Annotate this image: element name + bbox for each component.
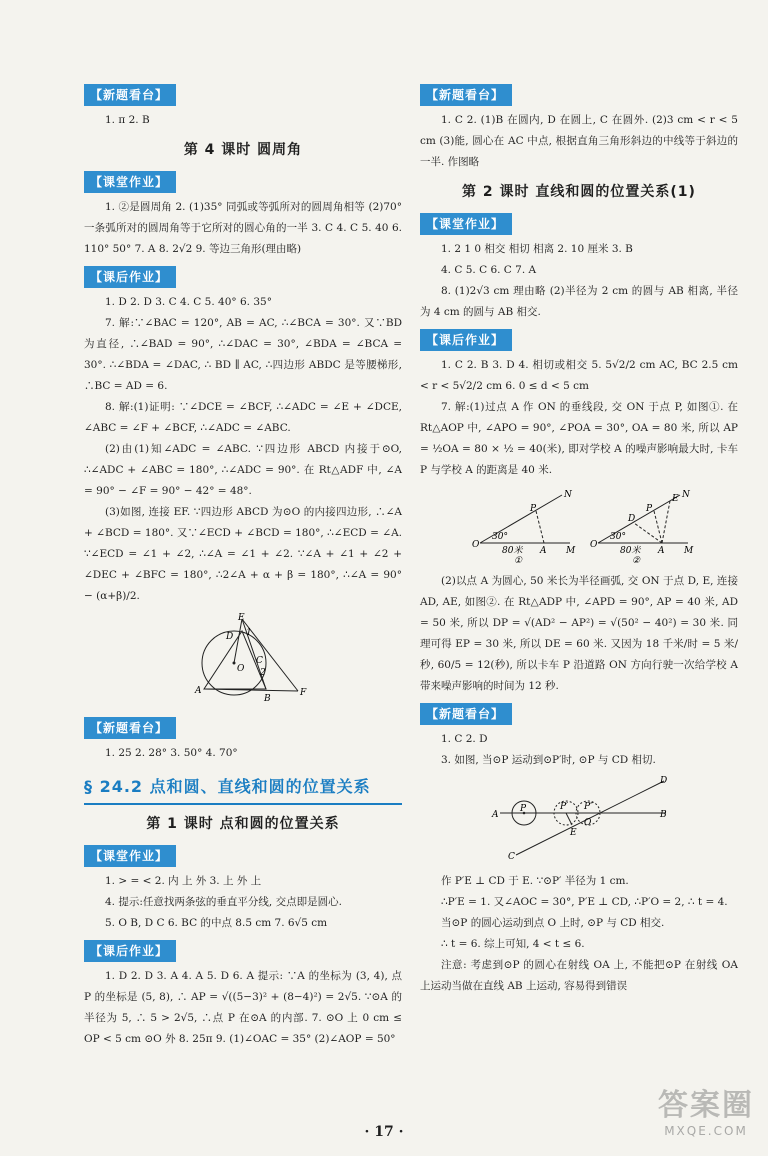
left-column (84, 78, 402, 1050)
fig-caption: ① (514, 556, 523, 563)
watermark (658, 1080, 754, 1138)
answer-line: 1. > = < 2. 内 上 外 3. 上 外 上 (105, 875, 262, 887)
answer-line: 7. 解:(1)过点 A 作 ON 的垂线段, 交 ON 于点 P, 如图①. 在 Rt△AOP 中, ∠APO = 90°, ∠POA = 30°, OA = 80 米, 所以 AP = ½OA = 80 × ½ = 40(米), 即对学校 A 的噪声影响最大时, 卡车 P 与学校 A 的距离是 40 米. (420, 401, 738, 476)
answer-line: 5. O B, D C 6. BC 的中点 8.5 cm 7. 6√5 cm (105, 917, 328, 929)
fig-label: C (508, 852, 515, 862)
lesson-title: 第 4 课时 圆周角 (183, 142, 303, 158)
answer-line: 作 P′E ⊥ CD 于 E. ∵⊙P′ 半径为 1 cm. (441, 875, 629, 887)
answer-line: 1. D 2. D 3. C 4. C 5. 40° 6. 35° (105, 296, 272, 308)
fig-label: F (300, 688, 307, 698)
answer-line: 1. ②是圆周角 2. (1)35° 同弧或等弧所对的圆周角相等 (2)70° 一条弧所对的圆周角等于它所对的圆心角的一半 3. C 4. C 5. 40 6. 110° 50° 7. A 8. 2√2 9. 等边三角形(理由略) (84, 201, 402, 255)
answer-line: 注意: 考虑到⊙P 的圆心在射线 OA 上, 不能把⊙P 在射线 OA 上运动当做在直线 AB 上运动, 容易得到错误 (420, 959, 738, 992)
fig-label: 30° (610, 532, 626, 542)
watermark-logo: 答案圈 (658, 1088, 754, 1123)
answer-line: 8. 解:(1)证明: ∵∠DCE = ∠BCF, ∴∠ADC = ∠E + ∠DCE, ∠ABC = ∠F + ∠BCF, ∴∠ADC = ∠ABC. (84, 401, 402, 434)
fig-label: D (628, 514, 636, 524)
watermark-url: MXQE.COM (664, 1124, 748, 1138)
tag-new-questions: 【新题看台】 (84, 717, 176, 739)
tag-homework: 【课后作业】 (84, 940, 176, 962)
fig-label: 80米 (620, 546, 641, 556)
answer-line: 7. 解:∵∠BAC = 120°, AB = AC, ∴∠BCA = 30°. 又∵BD 为直径, ∴∠BAD = 90°, ∴∠DAC = 30°, ∠BDA = ∠BCA = 30°. ∴∠BDA = ∠DAC, ∴ BD ∥ AC, ∴四边形 ABDC 是等腰梯形, ∴BC = AD = 6. (84, 317, 402, 392)
fig-label: P′ (560, 802, 569, 812)
fig-label: B (660, 810, 667, 820)
answer-line: 8. (1)2√3 cm 理由略 (2)半径为 2 cm 的圆与 AB 相离, 半径为 4 cm 的圆与 AB 相交. (420, 285, 738, 318)
fig-caption: ② (632, 556, 641, 563)
fig-label: O (472, 540, 480, 550)
fig-label: A (540, 546, 547, 556)
answer-line: 1. C 2. B 3. D 4. 相切或相交 5. 5√2/2 cm AC, BC 2.5 cm < r < 5√2/2 cm 6. 0 ≤ d < 5 cm (420, 359, 738, 392)
fig-label: A (195, 686, 202, 696)
fig-label: A (658, 546, 665, 556)
fig-label: P″ (584, 802, 594, 812)
fig-label: D (660, 776, 668, 786)
answer-line: (2)由(1)知∠ADC = ∠ABC. ∵四边形 ABCD 内接于⊙O, ∴∠ADC + ∠ABC = 180°, ∴∠ADC = 90°. 在 Rt△ADF 中, ∠A = 90° − ∠F = 90° − 42° = 48°. (84, 443, 402, 497)
tag-homework: 【课后作业】 (420, 329, 512, 351)
tag-class-work: 【课堂作业】 (420, 213, 512, 235)
fig-label: 30° (492, 532, 508, 542)
figure-inscribed-quadrilateral (84, 611, 402, 707)
fig-label: O (590, 540, 598, 550)
fig-label: O (584, 818, 592, 828)
tag-homework: 【课后作业】 (84, 266, 176, 288)
fig-label: 1 (246, 628, 252, 638)
fig-label: E (238, 613, 245, 623)
figure-moving-circle (420, 775, 738, 867)
answer-line: ∴ t = 6. 综上可知, 4 < t ≤ 6. (441, 938, 585, 950)
tag-class-work: 【课堂作业】 (84, 845, 176, 867)
fig-label: 2 (260, 668, 266, 678)
fig-label: A (492, 810, 499, 820)
answer-line: 3. 如图, 当⊙P 运动到⊙P′时, ⊙P 与 CD 相切. (441, 754, 656, 766)
answer-line: (3)如图, 连接 EF. ∵四边形 ABCD 为⊙O 的内接四边形, ∴∠A + ∠BCD = 180°. 又∵∠ECD + ∠BCD = 180°, ∴∠ECD = ∠A. ∵∠ECD = ∠1 + ∠2, ∴∠A = ∠1 + ∠2. ∵∠A + ∠1 + ∠2 + ∠DEC + ∠BFC = 180°, ∴2∠A + α + β = 180°, ∴∠A = 90° − (α+β)/2. (84, 506, 402, 602)
figure-road-school (420, 485, 738, 567)
tag-new-questions: 【新题看台】 (84, 84, 176, 106)
fig-label: E (672, 494, 679, 504)
page-number: · 17 · (364, 1124, 404, 1140)
section-title: § 24.2 点和圆、直线和圆的位置关系 (84, 774, 402, 805)
answer-line: 4. C 5. C 6. C 7. A (441, 264, 537, 276)
fig-label: P (520, 804, 527, 814)
fig-label: 80米 (502, 546, 523, 556)
answer-line: 1. D 2. D 3. A 4. A 5. D 6. A 提示: ∵A 的坐标为 (3, 4), 点 P 的坐标是 (5, 8), ∴ AP = √((5−3)² + (8−4)²) = 2√5. ∵⊙A 的半径为 5, ∴ 5 > 2√5, ∴点 P 在⊙A 的内部. 7. ⊙O 上 0 cm ≤ OP < 5 cm ⊙O 外 8. 25π 9. (1)∠OAC = 35° (2)∠AOP = 50° (84, 970, 402, 1045)
tag-class-work: 【课堂作业】 (84, 171, 176, 193)
answer-line: 1. 2 1 0 相交 相切 相离 2. 10 厘米 3. B (441, 243, 633, 255)
fig-label: M (684, 546, 694, 556)
answer-line: 当⊙P 的圆心运动到点 O 上时, ⊙P 与 CD 相交. (441, 917, 665, 929)
fig-label: O (237, 664, 245, 674)
fig-label: N (564, 490, 572, 500)
fig-label: C (256, 656, 263, 666)
fig-label: E (570, 828, 577, 838)
answer-line: 1. C 2. (1)B 在圆内, D 在圆上, C 在圆外. (2)3 cm < r < 5 cm (3)能, 圆心在 AC 中点, 根据直角三角形斜边的中线等于斜边的一半. 作图略 (420, 114, 738, 168)
right-column (420, 78, 738, 997)
fig-label: M (566, 546, 576, 556)
fig-label: B (264, 694, 271, 703)
fig-label: P (530, 504, 537, 514)
fig-label: D (226, 632, 234, 642)
answer-line: 4. 提示:任意找两条弦的垂直平分线, 交点即是圆心. (105, 896, 342, 908)
answer-line: 1. 25 2. 28° 3. 50° 4. 70° (105, 747, 238, 759)
answer-line: ∴P′E = 1. 又∠AOC = 30°, P′E ⊥ CD, ∴P′O = 2, ∴ t = 4. (441, 896, 728, 908)
lesson-title: 第 1 课时 点和圆的位置关系 (146, 816, 340, 832)
fig-label: P (646, 504, 653, 514)
tag-new-questions: 【新题看台】 (420, 703, 512, 725)
lesson-title: 第 2 课时 直线和圆的位置关系(1) (462, 184, 696, 200)
answer-line: 1. C 2. D (441, 733, 488, 745)
tag-new-questions: 【新题看台】 (420, 84, 512, 106)
fig-label: N (682, 490, 690, 500)
answer-line: 1. π 2. B (105, 114, 150, 126)
answer-line: (2)以点 A 为圆心, 50 米长为半径画弧, 交 ON 于点 D, E, 连接 AD, AE, 如图②. 在 Rt△ADP 中, ∠APD = 90°, AP = 40 米, AD = 50 米, 所以 DP = √(AD² − AP²) = √(50² − 40²) = 30 米. 同理可得 EP = 30 米, 所以 DE = 60 米. 又因为 18 千米/时 = 5 米/秒, 60/5 = 12(秒), 所以卡车 P 沿道路 ON 方向行驶一次给学校 A 带来噪声影响的时间为 12 秒. (420, 575, 738, 692)
